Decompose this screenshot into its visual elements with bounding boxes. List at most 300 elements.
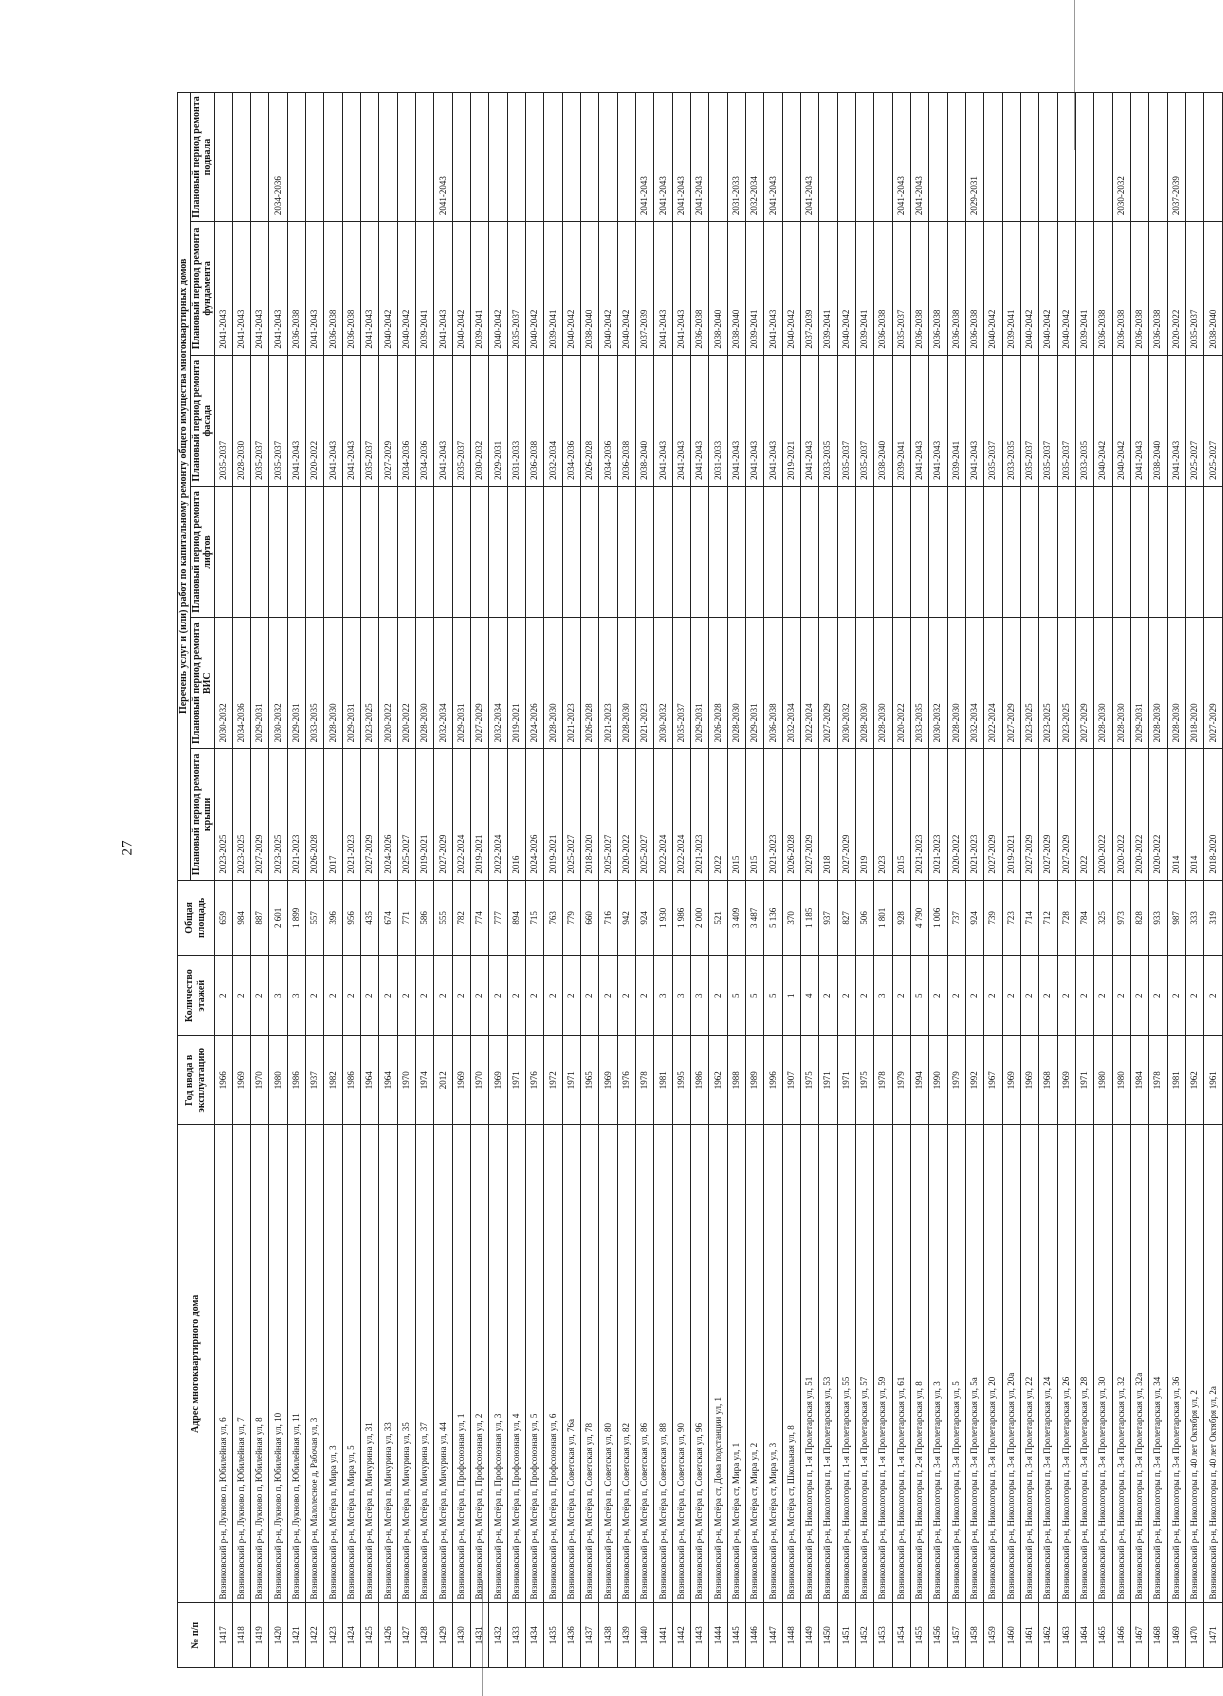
- row-foundation-period: 2040-2042: [782, 222, 800, 355]
- row-roof-period: 2020-2022: [1094, 749, 1112, 880]
- row-floors: 2: [1002, 956, 1020, 1036]
- row-roof-period: 2020-2022: [1130, 749, 1148, 880]
- row-address: Вязниковский р-н, Малолесное д, Рабочая ул, 3: [306, 1125, 324, 1603]
- row-foundation-period: 2036-2038: [287, 222, 305, 355]
- row-year: 1964: [361, 1036, 379, 1125]
- row-basement-period: [342, 93, 360, 222]
- row-lift-period: [636, 486, 654, 617]
- row-lift-period: [1094, 486, 1112, 617]
- row-foundation-period: 2041-2043: [764, 222, 782, 355]
- row-floors: 2: [361, 956, 379, 1036]
- row-address: Вязниковский р-н, Никологоры п, 3-я Пролетарская ул, 26: [1057, 1125, 1075, 1603]
- row-facade-period: 2027-2029: [379, 355, 397, 486]
- row-lift-period: [434, 486, 452, 617]
- row-facade-period: 2041-2043: [691, 355, 709, 486]
- row-address: Вязниковский р-н, Мстёра п, Мичурина ул, 44: [434, 1125, 452, 1603]
- row-number: 1437: [581, 1603, 599, 1668]
- row-address: Вязниковский р-н, Никологоры п, 3-я Пролетарская ул, 20: [984, 1125, 1002, 1603]
- row-number: 1419: [251, 1603, 269, 1668]
- row-foundation-period: 2039-2041: [1075, 222, 1093, 355]
- row-address: Вязниковский р-н, Мстёра п, Советская ул, 90: [672, 1125, 690, 1603]
- row-year: 1975: [855, 1036, 873, 1125]
- row-foundation-period: 2040-2042: [562, 222, 580, 355]
- table-row: [489, 93, 507, 1668]
- row-foundation-period: 2041-2043: [232, 222, 250, 355]
- table-row: [654, 93, 672, 1668]
- col-header-roof: Плановый период ремонта крыши: [190, 749, 214, 880]
- row-roof-period: 2027-2029: [1020, 749, 1038, 880]
- row-facade-period: 2039-2041: [947, 355, 965, 486]
- row-foundation-period: 2041-2043: [251, 222, 269, 355]
- table-row: [617, 93, 635, 1668]
- row-year: 1981: [654, 1036, 672, 1125]
- row-area: 557: [306, 880, 324, 956]
- row-area: 1 930: [654, 880, 672, 956]
- row-year: 1971: [1075, 1036, 1093, 1125]
- row-facade-period: 2039-2041: [892, 355, 910, 486]
- row-floors: 2: [397, 956, 415, 1036]
- table-row: [232, 93, 250, 1668]
- row-vis-period: 2032-2034: [782, 618, 800, 749]
- row-number: 1421: [287, 1603, 305, 1668]
- row-area: 3 487: [746, 880, 764, 956]
- row-address: Вязниковский р-н, Мстёра ст, Мира ул, 3: [764, 1125, 782, 1603]
- row-floors: 2: [855, 956, 873, 1036]
- row-year: 1990: [929, 1036, 947, 1125]
- col-header-vis: Плановый период ремонта ВИС: [190, 618, 214, 749]
- row-roof-period: 2020-2022: [617, 749, 635, 880]
- row-foundation-period: 2040-2042: [1039, 222, 1057, 355]
- row-floors: 2: [342, 956, 360, 1036]
- table-row: [1039, 93, 1057, 1668]
- row-address: Вязниковский р-н, Мстёра п, Мичурина ул, 33: [379, 1125, 397, 1603]
- row-number: 1454: [892, 1603, 910, 1668]
- row-address: Вязниковский р-н, Никологоры п, 3-я Пролетарская ул, 5а: [965, 1125, 983, 1603]
- row-lift-period: [746, 486, 764, 617]
- row-year: 2012: [434, 1036, 452, 1125]
- row-foundation-period: 2041-2043: [434, 222, 452, 355]
- repair-schedule-table: [177, 92, 1223, 1668]
- row-year: 1976: [617, 1036, 635, 1125]
- row-basement-period: 2041-2043: [801, 93, 819, 222]
- row-area: 928: [892, 880, 910, 956]
- row-vis-period: 2028-2030: [947, 618, 965, 749]
- row-facade-period: 2036-2038: [617, 355, 635, 486]
- row-floors: 2: [1057, 956, 1075, 1036]
- row-vis-period: 2028-2030: [1112, 618, 1130, 749]
- row-floors: 2: [434, 956, 452, 1036]
- row-floors: 2: [1094, 956, 1112, 1036]
- row-year: 1964: [379, 1036, 397, 1125]
- row-number: 1440: [636, 1603, 654, 1668]
- row-year: 1988: [727, 1036, 745, 1125]
- row-number: 1466: [1112, 1603, 1130, 1668]
- row-roof-period: 2021-2023: [342, 749, 360, 880]
- row-number: 1453: [874, 1603, 892, 1668]
- row-vis-period: 2033-2035: [910, 618, 928, 749]
- row-lift-period: [984, 486, 1002, 617]
- row-foundation-period: 2040-2042: [452, 222, 470, 355]
- row-number: 1429: [434, 1603, 452, 1668]
- row-number: 1463: [1057, 1603, 1075, 1668]
- row-lift-period: [764, 486, 782, 617]
- row-basement-period: [452, 93, 470, 222]
- row-vis-period: 2028-2030: [324, 618, 342, 749]
- row-area: 771: [397, 880, 415, 956]
- row-number: 1450: [819, 1603, 837, 1668]
- row-address: Вязниковский р-н, Никологоры п, 1-я Пролетарская ул, 59: [874, 1125, 892, 1603]
- row-number: 1443: [691, 1603, 709, 1668]
- row-vis-period: 2033-2035: [306, 618, 324, 749]
- row-roof-period: 2023-2025: [232, 749, 250, 880]
- row-facade-period: 2041-2043: [929, 355, 947, 486]
- row-area: 984: [232, 880, 250, 956]
- row-number: 1432: [489, 1603, 507, 1668]
- row-number: 1452: [855, 1603, 873, 1668]
- row-year: 1971: [819, 1036, 837, 1125]
- row-facade-period: 2041-2043: [287, 355, 305, 486]
- row-floors: 3: [287, 956, 305, 1036]
- row-roof-period: 2027-2029: [1039, 749, 1057, 880]
- row-floors: 1: [782, 956, 800, 1036]
- row-lift-period: [342, 486, 360, 617]
- row-facade-period: 2041-2043: [324, 355, 342, 486]
- row-number: 1464: [1075, 1603, 1093, 1668]
- row-address: Вязниковский р-н, Мстёра п, Профсоюзная ул, 5: [526, 1125, 544, 1603]
- row-number: 1455: [910, 1603, 928, 1668]
- table-row: [1112, 93, 1130, 1668]
- row-facade-period: 2036-2038: [526, 355, 544, 486]
- row-roof-period: 2014: [1185, 749, 1203, 880]
- table-row: [1057, 93, 1075, 1668]
- row-basement-period: 2037-2039: [1167, 93, 1185, 222]
- row-foundation-period: 2041-2043: [214, 222, 232, 355]
- row-facade-period: 2035-2037: [984, 355, 1002, 486]
- row-foundation-period: 2036-2038: [874, 222, 892, 355]
- row-basement-period: 2029-2031: [965, 93, 983, 222]
- row-facade-period: 2031-2033: [507, 355, 525, 486]
- row-lift-period: [287, 486, 305, 617]
- row-number: 1467: [1130, 1603, 1148, 1668]
- row-vis-period: 2029-2031: [342, 618, 360, 749]
- row-basement-period: 2041-2043: [672, 93, 690, 222]
- row-area: 659: [214, 880, 232, 956]
- table-row: [1204, 93, 1223, 1668]
- row-facade-period: 2033-2035: [1075, 355, 1093, 486]
- row-lift-period: [1057, 486, 1075, 617]
- row-vis-period: 2027-2029: [471, 618, 489, 749]
- row-year: 1965: [581, 1036, 599, 1125]
- row-lift-period: [251, 486, 269, 617]
- row-roof-period: 2025-2027: [397, 749, 415, 880]
- row-number: 1445: [727, 1603, 745, 1668]
- row-address: Вязниковский р-н, Мстёра п, Советская ул, 96: [691, 1125, 709, 1603]
- row-address: Вязниковский р-н, Мстёра п, Мичурина ул, 31: [361, 1125, 379, 1603]
- row-area: 827: [837, 880, 855, 956]
- row-foundation-period: 2039-2041: [1002, 222, 1020, 355]
- row-year: 1980: [1112, 1036, 1130, 1125]
- row-roof-period: 2021-2023: [691, 749, 709, 880]
- row-basement-period: [1075, 93, 1093, 222]
- table-row: [434, 93, 452, 1668]
- row-year: 1969: [1057, 1036, 1075, 1125]
- row-foundation-period: 2038-2040: [581, 222, 599, 355]
- row-address: Вязниковский р-н, Никологоры п, 1-я Пролетарская ул, 57: [855, 1125, 873, 1603]
- row-basement-period: [709, 93, 727, 222]
- row-basement-period: 2041-2043: [764, 93, 782, 222]
- row-year: 1989: [746, 1036, 764, 1125]
- row-vis-period: 2030-2032: [269, 618, 287, 749]
- row-address: Вязниковский р-н, Никологоры п, 3-я Пролетарская ул, 3: [929, 1125, 947, 1603]
- row-area: 396: [324, 880, 342, 956]
- row-address: Вязниковский р-н, Мстёра п, Советская ул, 80: [599, 1125, 617, 1603]
- table-row: [287, 93, 305, 1668]
- row-year: 1995: [672, 1036, 690, 1125]
- row-basement-period: [819, 93, 837, 222]
- row-floors: 2: [416, 956, 434, 1036]
- row-floors: 5: [746, 956, 764, 1036]
- table-row: [324, 93, 342, 1668]
- row-facade-period: 2040-2042: [1112, 355, 1130, 486]
- row-floors: 2: [306, 956, 324, 1036]
- row-area: 660: [581, 880, 599, 956]
- table-row: [1130, 93, 1148, 1668]
- table-body: [214, 93, 1223, 1668]
- row-lift-period: [452, 486, 470, 617]
- row-vis-period: 2027-2029: [1002, 618, 1020, 749]
- row-floors: 5: [910, 956, 928, 1036]
- row-floors: 2: [636, 956, 654, 1036]
- row-basement-period: [214, 93, 232, 222]
- table-row: [892, 93, 910, 1668]
- row-foundation-period: 2041-2043: [672, 222, 690, 355]
- row-foundation-period: 2040-2042: [984, 222, 1002, 355]
- row-roof-period: 2024-2026: [526, 749, 544, 880]
- row-address: Вязниковский р-н, Никологоры п, 3-я Пролетарская ул, 30: [1094, 1125, 1112, 1603]
- row-address: Вязниковский р-н, Мстёра п, Советская ул, 78: [581, 1125, 599, 1603]
- row-area: 828: [1130, 880, 1148, 956]
- row-address: Вязниковский р-н, Лукново п, Юбилейная ул, 7: [232, 1125, 250, 1603]
- row-area: 506: [855, 880, 873, 956]
- row-year: 1984: [1130, 1036, 1148, 1125]
- row-floors: 2: [471, 956, 489, 1036]
- row-facade-period: 2035-2037: [214, 355, 232, 486]
- row-area: 712: [1039, 880, 1057, 956]
- table-row: [874, 93, 892, 1668]
- row-facade-period: 2030-2032: [471, 355, 489, 486]
- row-basement-period: [251, 93, 269, 222]
- row-lift-period: [855, 486, 873, 617]
- row-lift-period: [269, 486, 287, 617]
- row-address: Вязниковский р-н, Никологоры п, 3-я Пролетарская ул, 32а: [1130, 1125, 1148, 1603]
- row-address: Вязниковский р-н, Никологоры п, 2-я Пролетарская ул, 8: [910, 1125, 928, 1603]
- row-vis-period: 2029-2031: [746, 618, 764, 749]
- row-facade-period: 2035-2037: [1039, 355, 1057, 486]
- row-number: 1433: [507, 1603, 525, 1668]
- row-number: 1459: [984, 1603, 1002, 1668]
- row-lift-period: [361, 486, 379, 617]
- row-area: 1 801: [874, 880, 892, 956]
- row-facade-period: 2029-2031: [489, 355, 507, 486]
- row-roof-period: 2019-2021: [471, 749, 489, 880]
- row-foundation-period: 2040-2042: [1020, 222, 1038, 355]
- row-address: Вязниковский р-н, Лукново п, Юбилейная ул, 8: [251, 1125, 269, 1603]
- row-vis-period: 2035-2037: [672, 618, 690, 749]
- row-year: 1970: [397, 1036, 415, 1125]
- row-address: Вязниковский р-н, Мстёра п, Советская ул, 86: [636, 1125, 654, 1603]
- row-basement-period: [232, 93, 250, 222]
- table-row: [251, 93, 269, 1668]
- row-basement-period: [1094, 93, 1112, 222]
- row-floors: 5: [727, 956, 745, 1036]
- row-vis-period: 2034-2036: [232, 618, 250, 749]
- row-floors: 2: [929, 956, 947, 1036]
- row-floors: 2: [452, 956, 470, 1036]
- row-address: Вязниковский р-н, Мстёра п, Мичурина ул, 35: [397, 1125, 415, 1603]
- table-row: [837, 93, 855, 1668]
- row-floors: 2: [837, 956, 855, 1036]
- row-number: 1417: [214, 1603, 232, 1668]
- table-row: [361, 93, 379, 1668]
- row-facade-period: 2041-2043: [801, 355, 819, 486]
- row-lift-period: [929, 486, 947, 617]
- row-address: Вязниковский р-н, Никологоры п, 1-я Пролетарская ул, 55: [837, 1125, 855, 1603]
- row-year: 1969: [232, 1036, 250, 1125]
- row-facade-period: 2038-2040: [874, 355, 892, 486]
- row-floors: 5: [764, 956, 782, 1036]
- row-area: 894: [507, 880, 525, 956]
- row-area: 782: [452, 880, 470, 956]
- row-number: 1424: [342, 1603, 360, 1668]
- table-row: [507, 93, 525, 1668]
- row-basement-period: 2041-2043: [892, 93, 910, 222]
- row-lift-period: [910, 486, 928, 617]
- table-row: [910, 93, 928, 1668]
- row-number: 1438: [599, 1603, 617, 1668]
- row-foundation-period: 2036-2038: [1112, 222, 1130, 355]
- table-row: [636, 93, 654, 1668]
- row-vis-period: 2021-2023: [636, 618, 654, 749]
- row-year: 1992: [965, 1036, 983, 1125]
- row-number: 1441: [654, 1603, 672, 1668]
- row-foundation-period: 2039-2041: [746, 222, 764, 355]
- row-area: 714: [1020, 880, 1038, 956]
- row-foundation-period: 2039-2041: [855, 222, 873, 355]
- row-roof-period: 2021-2023: [965, 749, 983, 880]
- row-lift-period: [544, 486, 562, 617]
- row-facade-period: 2035-2037: [269, 355, 287, 486]
- row-facade-period: 2025-2027: [1185, 355, 1203, 486]
- row-facade-period: 2041-2043: [965, 355, 983, 486]
- row-vis-period: 2028-2030: [1094, 618, 1112, 749]
- row-area: 2 601: [269, 880, 287, 956]
- table-row: [306, 93, 324, 1668]
- row-floors: 2: [232, 956, 250, 1036]
- row-facade-period: 2041-2043: [654, 355, 672, 486]
- row-roof-period: 2027-2029: [984, 749, 1002, 880]
- row-number: 1447: [764, 1603, 782, 1668]
- row-roof-period: 2017: [324, 749, 342, 880]
- row-floors: 2: [526, 956, 544, 1036]
- row-year: 1966: [214, 1036, 232, 1125]
- row-lift-period: [1204, 486, 1223, 617]
- row-foundation-period: 2020-2022: [1167, 222, 1185, 355]
- row-lift-period: [617, 486, 635, 617]
- row-area: 319: [1204, 880, 1223, 956]
- row-vis-period: 2029-2031: [1130, 618, 1148, 749]
- row-basement-period: 2034-2036: [269, 93, 287, 222]
- row-floors: 2: [379, 956, 397, 1036]
- row-address: Вязниковский р-н, Никологоры п, 3-я Пролетарская ул, 32: [1112, 1125, 1130, 1603]
- row-facade-period: 2041-2043: [672, 355, 690, 486]
- table-row: [746, 93, 764, 1668]
- row-basement-period: [1057, 93, 1075, 222]
- row-basement-period: [874, 93, 892, 222]
- row-area: 586: [416, 880, 434, 956]
- row-floors: 2: [544, 956, 562, 1036]
- row-floors: 2: [1167, 956, 1185, 1036]
- table-row: [599, 93, 617, 1668]
- row-year: 1978: [1149, 1036, 1167, 1125]
- row-lift-period: [1167, 486, 1185, 617]
- row-floors: 2: [324, 956, 342, 1036]
- table-row: [727, 93, 745, 1668]
- row-foundation-period: 2037-2039: [801, 222, 819, 355]
- row-number: 1418: [232, 1603, 250, 1668]
- row-vis-period: 2026-2028: [709, 618, 727, 749]
- row-year: 1971: [507, 1036, 525, 1125]
- row-area: 521: [709, 880, 727, 956]
- row-lift-period: [819, 486, 837, 617]
- table-row: [397, 93, 415, 1668]
- row-roof-period: 2019: [855, 749, 873, 880]
- row-facade-period: 2040-2042: [1094, 355, 1112, 486]
- row-basement-period: 2032-2034: [746, 93, 764, 222]
- row-vis-period: 2028-2030: [1149, 618, 1167, 749]
- row-floors: 2: [581, 956, 599, 1036]
- row-lift-period: [1185, 486, 1203, 617]
- row-floors: 3: [672, 956, 690, 1036]
- row-number: 1428: [416, 1603, 434, 1668]
- row-facade-period: 2033-2035: [1002, 355, 1020, 486]
- col-header-num: № п/п: [178, 1603, 215, 1668]
- row-basement-period: 2041-2043: [691, 93, 709, 222]
- row-lift-period: [232, 486, 250, 617]
- row-lift-period: [709, 486, 727, 617]
- row-basement-period: 2030-2032: [1112, 93, 1130, 222]
- row-vis-period: 2020-2022: [397, 618, 415, 749]
- row-floors: 2: [1039, 956, 1057, 1036]
- row-basement-period: 2041-2043: [434, 93, 452, 222]
- row-vis-period: 2026-2028: [581, 618, 599, 749]
- row-address: Вязниковский р-н, Мстёра п, Советская ул, 76а: [562, 1125, 580, 1603]
- row-floors: 2: [947, 956, 965, 1036]
- row-area: 333: [1185, 880, 1203, 956]
- row-floors: 2: [1204, 956, 1223, 1036]
- row-vis-period: 2028-2030: [727, 618, 745, 749]
- row-roof-period: 2018-2020: [581, 749, 599, 880]
- row-address: Вязниковский р-н, Мстёра п, Советская ул, 88: [654, 1125, 672, 1603]
- row-basement-period: [1130, 93, 1148, 222]
- row-vis-period: 2028-2030: [1167, 618, 1185, 749]
- row-roof-period: 2021-2023: [929, 749, 947, 880]
- col-header-area: Общая площадь: [178, 880, 215, 956]
- row-vis-period: 2032-2034: [434, 618, 452, 749]
- row-roof-period: 2027-2029: [361, 749, 379, 880]
- row-lift-period: [526, 486, 544, 617]
- row-vis-period: 2023-2025: [1020, 618, 1038, 749]
- row-facade-period: 2038-2040: [636, 355, 654, 486]
